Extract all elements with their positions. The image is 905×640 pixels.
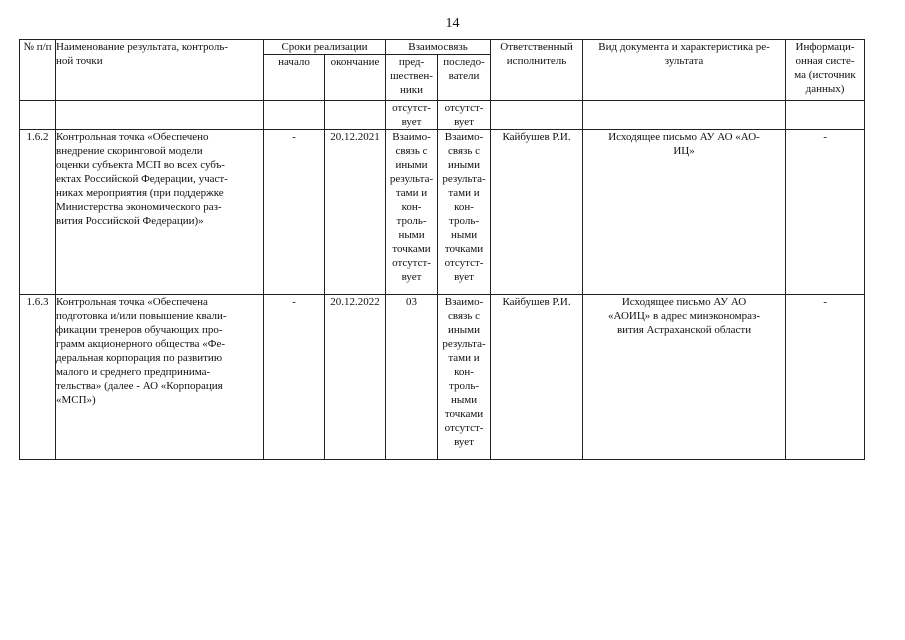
header-end: окончание: [325, 55, 386, 101]
header-deadlines: Сроки реализации: [264, 40, 386, 55]
cell-num: 1.6.2: [20, 130, 56, 295]
cell-doc-type: Исходящее письмо АУ АО «АО- ИЦ»: [583, 130, 786, 295]
table-row: [20, 130, 865, 295]
table-row-continuation: [20, 101, 865, 130]
cell-successors: Взаимо- связь с иными результа- тами и кон- троль- ными точками отсутст- вует: [438, 130, 491, 295]
header-successors: последо- ватели: [438, 55, 491, 101]
cell-predecessors: 03: [386, 295, 438, 460]
cell-name: Контрольная точка «Обеспечено внедрение скоринговой модели оценки субъекта МСП во всех субъ- ектах Российской Федерации, участ- никах мероприятия (при поддержке Министерства экономического раз- вития Российской Федерации)»: [56, 130, 264, 295]
cell-responsible: Кайбушев Р.И.: [491, 130, 583, 295]
header-start: начало: [264, 55, 325, 101]
header-np: № п/п: [20, 40, 56, 101]
cell-start: -: [264, 130, 325, 295]
cell-name: Контрольная точка «Обеспечена подготовка и/или повышение квали- фикации тренеров обучающих про- грамм акционерного общества «Фе- деральная корпорация по развитию малого и среднего предпринима- тельства» (далее - АО «Корпорация «МСП»): [56, 295, 264, 460]
cell-end: 20.12.2021: [325, 130, 386, 295]
cell-predecessors: отсутст- вует: [386, 101, 438, 130]
cell-num: 1.6.3: [20, 295, 56, 460]
header-predecessors: пред- шествен- ники: [386, 55, 438, 101]
results-table: [19, 39, 865, 460]
cell-predecessors: Взаимо- связь с иными результа- тами и кон- троль- ными точками отсутст- вует: [386, 130, 438, 295]
cell-end: 20.12.2022: [325, 295, 386, 460]
cell-responsible: Кайбушев Р.И.: [491, 295, 583, 460]
cell-info-system: -: [786, 130, 865, 295]
header-responsible: Ответственный исполнитель: [491, 40, 583, 101]
cell-successors: отсутст- вует: [438, 101, 491, 130]
table-row: [20, 295, 865, 460]
header-name: Наименование результата, контроль- ной точки: [56, 40, 264, 101]
cell-info-system: -: [786, 295, 865, 460]
cell-start: -: [264, 295, 325, 460]
page-number: 14: [445, 16, 460, 31]
cell-successors: Взаимо- связь с иными результа- тами и кон- троль- ными точками отсутст- вует: [438, 295, 491, 460]
header-doc-type: Вид документа и характеристика ре- зультата: [583, 40, 786, 101]
header-info-system: Информаци- онная систе- ма (источник данных): [786, 40, 865, 101]
cell-doc-type: Исходящее письмо АУ АО «АОИЦ» в адрес минэкономраз- вития Астраханской области: [583, 295, 786, 460]
header-relation: Взаимосвязь: [386, 40, 491, 55]
